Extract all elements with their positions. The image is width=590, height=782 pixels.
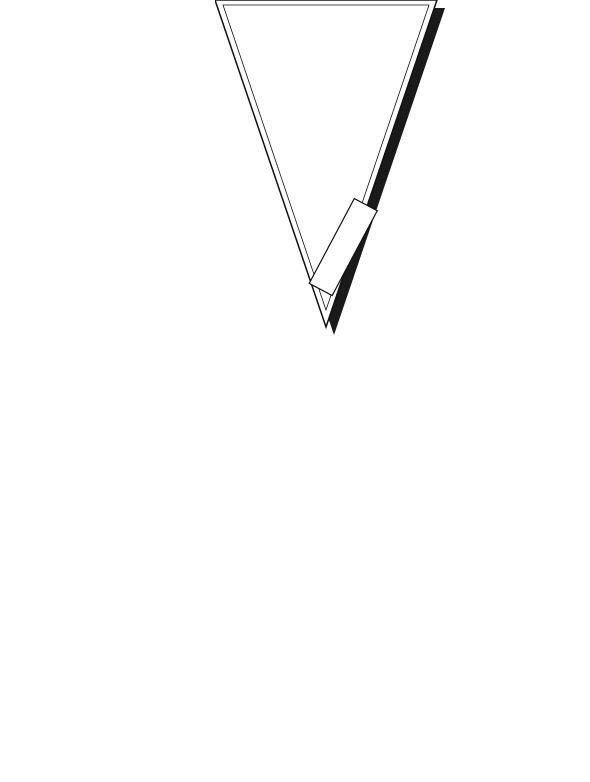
top-right-column [437, 0, 587, 300]
banner-svg [215, 0, 445, 335]
article-column-middle [200, 325, 390, 782]
article-column-right [400, 325, 587, 782]
article-column-left [4, 230, 190, 782]
title-banner [215, 0, 445, 335]
